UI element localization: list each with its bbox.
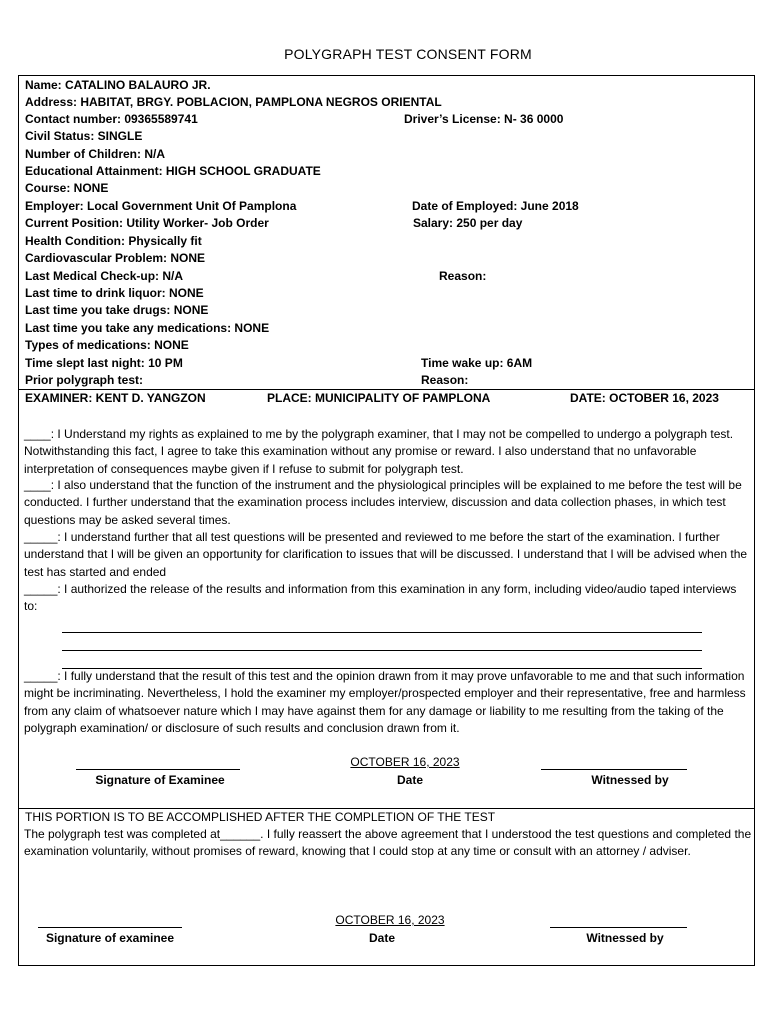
medical-checkup-field: Last Medical Check-up: N/A xyxy=(25,269,184,283)
consent-paragraph-rights: ____: I Understand my rights as explained to me by the polygraph examiner, that I may not be compelled to undergo a polygraph test. Notwithstanding this fact, I agree to take this examination without any promise or reward. I also understand that no unfavorable interpretation of consequences maybe given if I refuse to submit for polygraph test. xyxy=(24,427,734,476)
contact-field: Contact number: 09365589741 xyxy=(25,112,198,126)
signature-date-value: OCTOBER 16, 2023 xyxy=(350,755,460,769)
consent-paragraph-liability: _____: I fully understand that the result of this test and the opinion drawn from it may prove unfavorable to me and that such information might be incriminating. Nevertheless, I hold the examiner my employer/prospected employer and their representative, free and harmless from any claim of whatsoever nature which I may have against them for any damage or liability to me resulting from the taking of the polygraph examination/ or disclosure of such results and conclusion drawn from it. xyxy=(24,669,746,736)
employer-field: Employer: Local Government Unit Of Pamplona xyxy=(25,199,297,213)
examinee-signature-label-2: Signature of examinee xyxy=(45,931,175,945)
children-field: Number of Children: N/A xyxy=(25,147,165,161)
wake-field: Time wake up: 6AM xyxy=(421,356,533,370)
witness-label: Witnessed by xyxy=(591,773,669,787)
cardio-field: Cardiovascular Problem: NONE xyxy=(25,251,206,265)
prior-test-reason-field: Reason: xyxy=(421,373,469,387)
health-field: Health Condition: Physically fit xyxy=(25,234,202,248)
course-field: Course: NONE xyxy=(25,181,109,195)
signature-date-value-2: OCTOBER 16, 2023 xyxy=(335,913,445,927)
medications-field: Last time you take any medications: NONE xyxy=(25,321,270,335)
page-title: POLYGRAPH TEST CONSENT FORM xyxy=(284,46,532,62)
examiner-field: EXAMINER: KENT D. YANGZON xyxy=(25,391,206,405)
witness-signature-line xyxy=(541,768,687,770)
blank-line xyxy=(62,633,702,651)
witness-label-2: Witnessed by xyxy=(586,931,664,945)
consent-paragraph-questions: _____: I understand further that all test questions will be presented and reviewed to me before the start of the examination. I further understand that I will be given an opportunity for clarification to issues that will be discussed. I understand that I will be advised when the test has started and ended xyxy=(24,530,748,579)
date-label-2: Date xyxy=(368,931,395,945)
position-field: Current Position: Utility Worker- Job Order xyxy=(25,216,269,230)
date-employed-field: Date of Employed: June 2018 xyxy=(412,199,579,213)
prior-test-field: Prior polygraph test: xyxy=(25,373,144,387)
address-field: Address: HABITAT, BRGY. POBLACION, PAMPLONA NEGROS ORIENTAL xyxy=(25,95,442,109)
release-recipient-lines xyxy=(62,615,702,669)
education-field: Educational Attainment: HIGH SCHOOL GRADUATE xyxy=(25,164,321,178)
place-field: PLACE: MUNICIPALITY OF PAMPLONA xyxy=(267,391,491,405)
salary-field: Salary: 250 per day xyxy=(413,216,523,230)
blank-line xyxy=(62,615,702,633)
examinee-signature-line-2 xyxy=(38,926,182,928)
blank-line xyxy=(62,651,702,669)
examinee-signature-line xyxy=(76,768,240,770)
witness-signature-line-2 xyxy=(550,926,687,928)
name-field: Name: CATALINO BALAURO JR. xyxy=(25,78,211,92)
examinee-signature-label: Signature of Examinee xyxy=(95,773,225,787)
post-test-heading: THIS PORTION IS TO BE ACCOMPLISHED AFTER THE COMPLETION OF THE TEST xyxy=(25,810,496,824)
consent-paragraph-release: _____: I authorized the release of the results and information from this examination in any form, including video/audio taped interviews to: xyxy=(24,582,737,614)
date-field: DATE: OCTOBER 16, 2023 xyxy=(570,391,719,405)
drugs-field: Last time you take drugs: NONE xyxy=(25,303,209,317)
consent-paragraph-instrument: ____: I also understand that the function of the instrument and the physiological principles will be explained to me before the test will be conducted. I further understand that the examination process includes interview, discussion and data collection phases, in which test questions may be asked several times. xyxy=(24,478,742,527)
liquor-field: Last time to drink liquor: NONE xyxy=(25,286,204,300)
date-label: Date xyxy=(396,773,423,787)
slept-field: Time slept last night: 10 PM xyxy=(25,356,183,370)
post-test-statement: The polygraph test was completed at______. I fully reassert the above agreement that I understood the test questions and completed the examination voluntarily, without promises of reward, knowing that I could stop at any time or consult with an attorney / adviser. xyxy=(24,827,752,859)
drivers-license-field: Driver’s License: N- 36 0000 xyxy=(404,112,564,126)
civil-status-field: Civil Status: SINGLE xyxy=(25,129,143,143)
checkup-reason-field: Reason: xyxy=(439,269,487,283)
types-medications-field: Types of medications: NONE xyxy=(25,338,189,352)
